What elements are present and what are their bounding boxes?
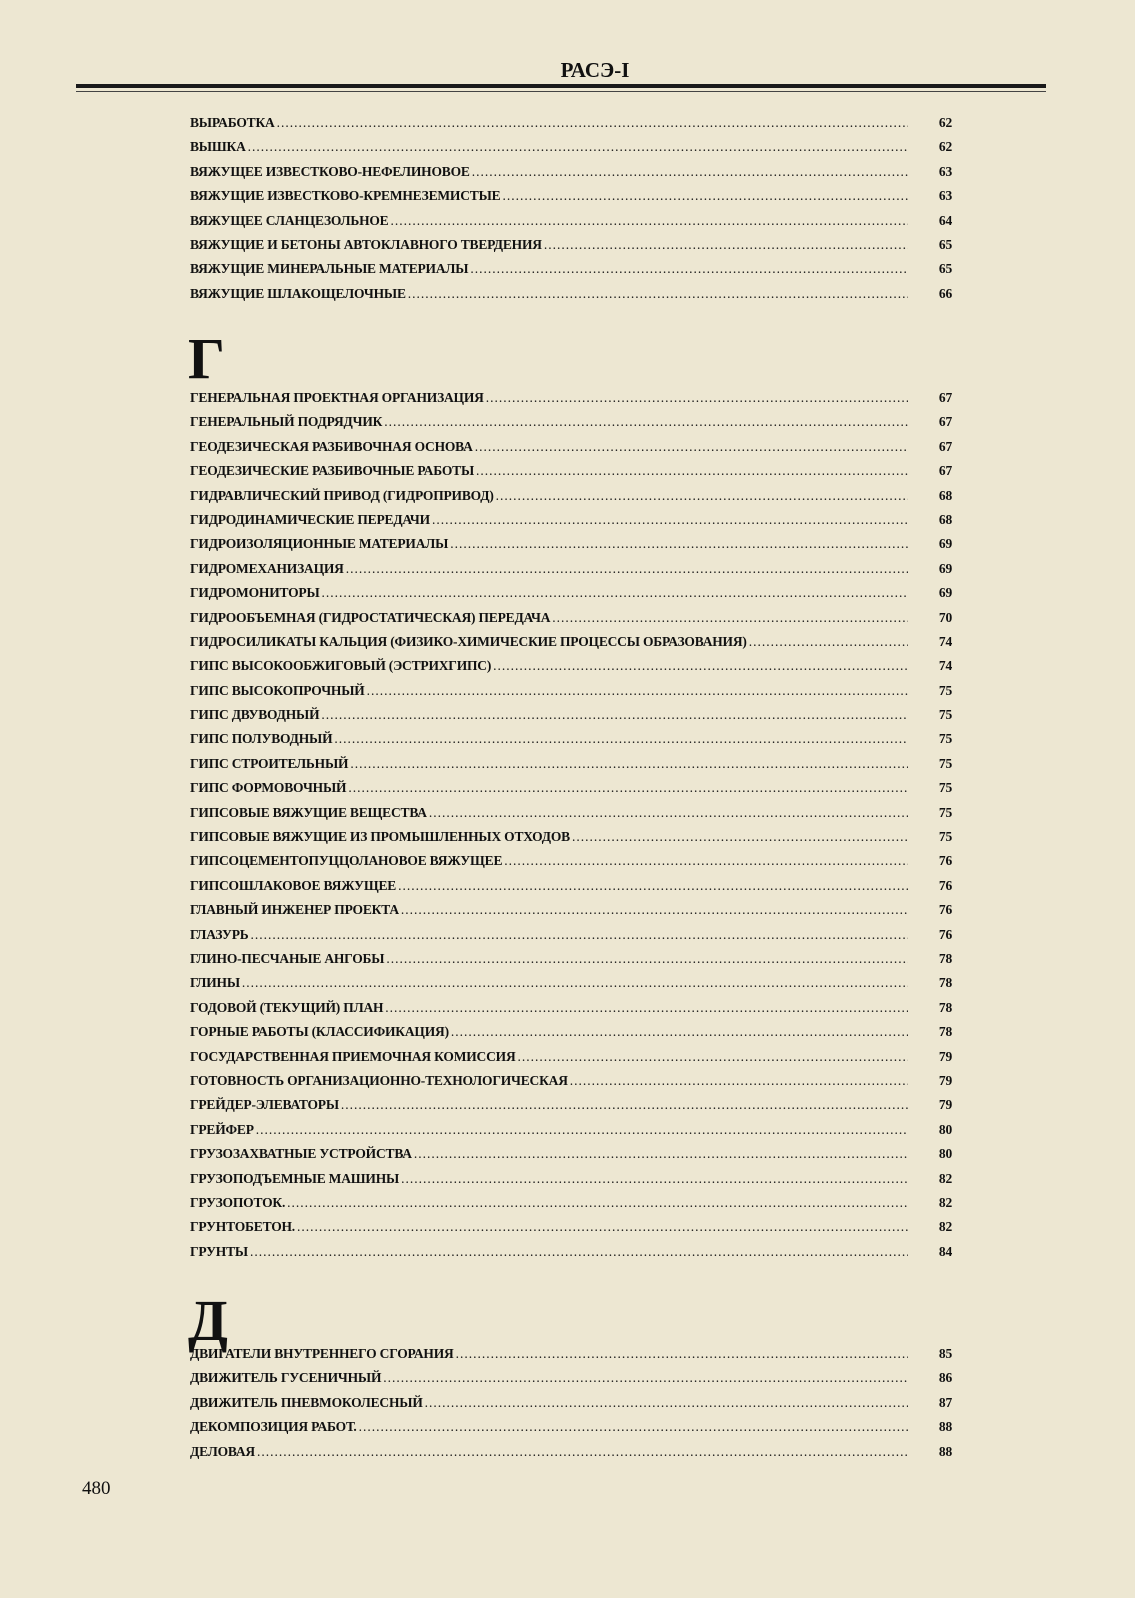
index-entry [190,1122,952,1146]
entry-term: ГИПСОЦЕМЕНТОПУЦЦОЛАНОВОЕ ВЯЖУЩЕЕ [190,853,503,869]
dot-leader [493,658,908,674]
entry-term: ГРУЗОЗАХВАТНЫЕ УСТРОЙСТВА [190,1146,412,1162]
entry-page: 80 [938,1121,952,1137]
entry-term: ГЛАВНЫЙ ИНЖЕНЕР ПРОЕКТА [190,902,399,918]
index-entry [190,512,952,536]
entry-term: ГЕНЕРАЛЬНЫЙ ПОДРЯДЧИК [190,414,383,430]
entry-term: ГЕНЕРАЛЬНАЯ ПРОЕКТНАЯ ОРГАНИЗАЦИЯ [190,390,484,405]
dot-leader [451,1024,908,1040]
entry-term: ГЕОДЕЗИЧЕСКИЕ РАЗБИВОЧНЫЕ РАБОТЫ [190,463,474,479]
running-header-title: РАСЭ-I [560,58,630,82]
entry-page: 64 [938,212,952,228]
entry-term: ГЛИНЫ [190,975,240,991]
dot-leader [248,139,908,155]
entry-page: 75 [938,804,952,820]
index-entry [190,1346,952,1370]
entry-page: 86 [938,1370,952,1386]
dot-leader [334,731,908,747]
entry-page: 70 [938,609,952,625]
index-entry [190,115,952,139]
index-entry [190,1395,952,1419]
index-entry [190,829,952,853]
index-entry [190,683,952,707]
entry-term: ГЕОДЕЗИЧЕСКАЯ РАЗБИВОЧНАЯ ОСНОВА [190,438,473,454]
entry-term: ГИДРООБЪЕМНАЯ (ГИДРОСТАТИЧЕСКАЯ) ПЕРЕДАЧА [190,609,551,625]
entry-page: 65 [938,236,952,252]
entry-term: ДВИГАТЕЛИ ВНУТРЕННЕГО СГОРАНИЯ [190,1346,454,1361]
dot-leader [401,902,908,918]
dot-leader [456,1346,908,1362]
entry-term: ВЯЖУЩИЕ ИЗВЕСТКОВО-КРЕМНЕЗЕМИСТЫЕ [190,188,501,204]
entry-page: 88 [938,1419,952,1435]
dot-leader [242,975,908,991]
entry-term: ГРУЗОПОТОК. [190,1194,286,1210]
entry-term: ГОРНЫЕ РАБОТЫ (КЛАССИФИКАЦИЯ) [190,1024,449,1040]
dot-leader [385,1000,908,1016]
index-entry [190,1244,952,1268]
entry-page: 67 [938,438,952,454]
dot-leader [250,1244,908,1260]
entry-page: 67 [938,414,952,430]
dot-leader [386,951,908,967]
index-entry [190,1073,952,1097]
dot-leader [472,164,908,180]
dot-leader [297,1219,908,1235]
index-entry [190,731,952,755]
index-entry [190,1049,952,1073]
dot-leader [277,115,908,131]
entry-page: 85 [938,1346,952,1361]
dot-leader [486,390,908,406]
entry-page: 75 [938,707,952,723]
dot-leader [383,1370,908,1386]
entry-page: 82 [938,1219,952,1235]
entry-page: 79 [938,1048,952,1064]
index-entry [190,164,952,188]
index-entry [190,951,952,975]
index-entry [190,139,952,163]
entry-page: 63 [938,163,952,179]
entry-page: 75 [938,731,952,747]
index-entry [190,390,952,414]
entry-term: ГОДОВОЙ (ТЕКУЩИЙ) ПЛАН [190,999,384,1015]
entry-page: 76 [938,877,952,893]
dot-leader [321,707,908,723]
entry-page: 82 [938,1170,952,1186]
index-entry [190,707,952,731]
index-section-g [188,326,952,1268]
index-entry [190,878,952,902]
entry-page: 75 [938,780,952,796]
index-entry [190,610,952,634]
entry-page: 62 [938,115,952,130]
entry-page: 84 [938,1243,952,1259]
entry-term: ГИДРОМОНИТОРЫ [190,585,320,601]
index-entry [190,414,952,438]
index-entry [190,1000,952,1024]
dot-leader [414,1146,908,1162]
dot-leader [341,1097,908,1113]
dot-leader [391,213,909,229]
entry-page: 75 [938,829,952,845]
dot-leader [518,1049,908,1065]
dot-leader [346,561,908,577]
entry-term: ГИПСОШЛАКОВОЕ ВЯЖУЩЕЕ [190,877,397,893]
dot-leader [251,927,909,943]
index-entry [190,1024,952,1048]
entry-term: ГИДРОИЗОЛЯЦИОННЫЕ МАТЕРИАЛЫ [190,536,449,552]
entry-term: ГРУНТЫ [190,1243,248,1259]
entry-page: 69 [938,585,952,601]
index-entry [190,213,952,237]
index-entry [190,1370,952,1394]
dot-leader [257,1444,908,1460]
entry-page: 82 [938,1194,952,1210]
entry-term: ДЕЛОВАЯ [190,1443,255,1459]
dot-leader [496,488,908,504]
index-entry [190,1146,952,1170]
entry-page: 68 [938,511,952,527]
dot-leader [502,188,908,204]
header-rule-thin [76,91,1046,92]
entry-term: ГОСУДАРСТВЕННАЯ ПРИЕМОЧНАЯ КОМИССИЯ [190,1048,516,1064]
entry-term: ГИДРАВЛИЧЕСКИЙ ПРИВОД (ГИДРОПРИВОД) [190,487,494,503]
entry-term: ГИДРОДИНАМИЧЕСКИЕ ПЕРЕДАЧИ [190,511,430,527]
entry-term: ГИПС ПОЛУВОДНЫЙ [190,731,333,747]
dot-leader [398,878,908,894]
index-section-d [188,1288,952,1468]
index-entry [190,488,952,512]
entry-page: 76 [938,853,952,869]
dot-leader [429,805,908,821]
index-entry [190,780,952,804]
entry-term: ГИДРОМЕХАНИЗАЦИЯ [190,560,344,576]
index-entry [190,1444,952,1468]
entry-term: ГЛАЗУРЬ [190,926,249,942]
entry-page: 67 [938,390,952,405]
entry-term: ГЛИНО-ПЕСЧАНЫЕ АНГОБЫ [190,950,385,966]
dot-leader [401,1171,908,1187]
entry-term: ГИПСОВЫЕ ВЯЖУЩИЕ ВЕЩЕСТВА [190,804,427,820]
header-rule [76,84,1046,88]
index-entry [190,237,952,261]
entry-term: ГИПС ВЫСОКОПРОЧНЫЙ [190,682,365,698]
dot-leader [408,286,908,302]
entry-page: 63 [938,188,952,204]
index-entry [190,927,952,951]
entry-term: ГРЕЙФЕР [190,1121,254,1137]
dot-leader [470,261,908,277]
index-entry [190,1195,952,1219]
dot-leader [570,1073,908,1089]
entry-term: ГИПС ФОРМОВОЧНЫЙ [190,780,347,796]
entry-term: ГРЕЙДЕР-ЭЛЕВАТОРЫ [190,1097,339,1113]
entry-term: ДВИЖИТЕЛЬ ПНЕВМОКОЛЕСНЫЙ [190,1394,423,1410]
index-entry [190,975,952,999]
index-entry [190,439,952,463]
dot-leader [350,756,908,772]
entry-term: ГОТОВНОСТЬ ОРГАНИЗАЦИОННО-ТЕХНОЛОГИЧЕСКАЯ [190,1072,568,1088]
index-entry [190,634,952,658]
entry-page: 87 [938,1394,952,1410]
entry-page: 78 [938,975,952,991]
entry-page: 62 [938,139,952,155]
dot-leader [256,1122,908,1138]
dot-leader [425,1395,908,1411]
index-entry [190,286,952,310]
entry-page: 75 [938,682,952,698]
dot-leader [504,853,908,869]
index-entry [190,902,952,926]
entry-page: 78 [938,950,952,966]
dot-leader [450,536,908,552]
dot-leader [475,439,908,455]
index-entry [190,658,952,682]
index-entry [190,1419,952,1443]
entry-page: 74 [938,633,952,649]
entry-page: 78 [938,1024,952,1040]
entry-term: ДВИЖИТЕЛЬ ГУСЕНИЧНЫЙ [190,1370,382,1386]
dot-leader [384,414,908,430]
index-entry [190,1171,952,1195]
entry-page: 75 [938,755,952,771]
index-entry [190,756,952,780]
index-entry [190,536,952,560]
entry-page: 66 [938,285,952,301]
entry-page: 69 [938,536,952,552]
index-entry [190,1097,952,1121]
index-entry [190,853,952,877]
index-entry [190,1219,952,1243]
index-section-v [190,115,952,310]
entry-term: ВЯЖУЩЕЕ СЛАНЦЕЗОЛЬНОЕ [190,212,389,228]
dot-leader [544,237,908,253]
dot-leader [348,780,908,796]
entry-term: ГИДРОСИЛИКАТЫ КАЛЬЦИЯ (ФИЗИКО-ХИМИЧЕСКИЕ ПРОЦЕССЫ ОБРАЗОВАНИЯ) [190,633,747,649]
entry-term: ВЫРАБОТКА [190,115,275,130]
section-letter: Г [188,326,225,391]
entry-page: 67 [938,463,952,479]
entry-term: ГРУЗОПОДЪЕМНЫЕ МАШИНЫ [190,1170,400,1186]
entry-term: ВЯЖУЩЕЕ ИЗВЕСТКОВО-НЕФЕЛИНОВОЕ [190,163,470,179]
index-entry [190,463,952,487]
entry-page: 78 [938,999,952,1015]
dot-leader [476,463,908,479]
entry-term: ГРУНТОБЕТОН. [190,1219,295,1235]
index-entry [190,805,952,829]
index-entry [190,261,952,285]
entry-term: ВЯЖУЩИЕ МИНЕРАЛЬНЫЕ МАТЕРИАЛЫ [190,261,469,277]
entry-page: 68 [938,487,952,503]
entry-term: ГИПСОВЫЕ ВЯЖУЩИЕ ИЗ ПРОМЫШЛЕННЫХ ОТХОДОВ [190,829,570,845]
page-number: 480 [82,1478,111,1499]
index-entry [190,188,952,212]
dot-leader [359,1419,908,1435]
entry-page: 79 [938,1097,952,1113]
dot-leader [552,610,908,626]
index-entry [190,561,952,585]
dot-leader [572,829,908,845]
entry-term: ВЯЖУЩИЕ И БЕТОНЫ АВТОКЛАВНОГО ТВЕРДЕНИЯ [190,236,542,252]
entry-page: 76 [938,926,952,942]
section-letter: Д [188,1288,228,1353]
entry-term: ГИПС ДВУВОДНЫЙ [190,707,320,723]
entry-term: ГИПС СТРОИТЕЛЬНЫЙ [190,755,349,771]
entry-term: ВЫШКА [190,139,246,155]
entry-page: 76 [938,902,952,918]
entry-page: 65 [938,261,952,277]
entry-term: ДЕКОМПОЗИЦИЯ РАБОТ. [190,1419,357,1435]
dot-leader [749,634,908,650]
dot-leader [432,512,908,528]
dot-leader [287,1195,908,1211]
dot-leader [322,585,908,601]
entry-page: 74 [938,658,952,674]
entry-page: 79 [938,1072,952,1088]
index-entry [190,585,952,609]
entry-page: 69 [938,560,952,576]
dot-leader [367,683,908,699]
entry-term: ВЯЖУЩИЕ ШЛАКОЩЕЛОЧНЫЕ [190,285,406,301]
entry-page: 88 [938,1443,952,1459]
entry-term: ГИПС ВЫСОКООБЖИГОВЫЙ (ЭСТРИХГИПС) [190,658,492,674]
entry-page: 80 [938,1146,952,1162]
